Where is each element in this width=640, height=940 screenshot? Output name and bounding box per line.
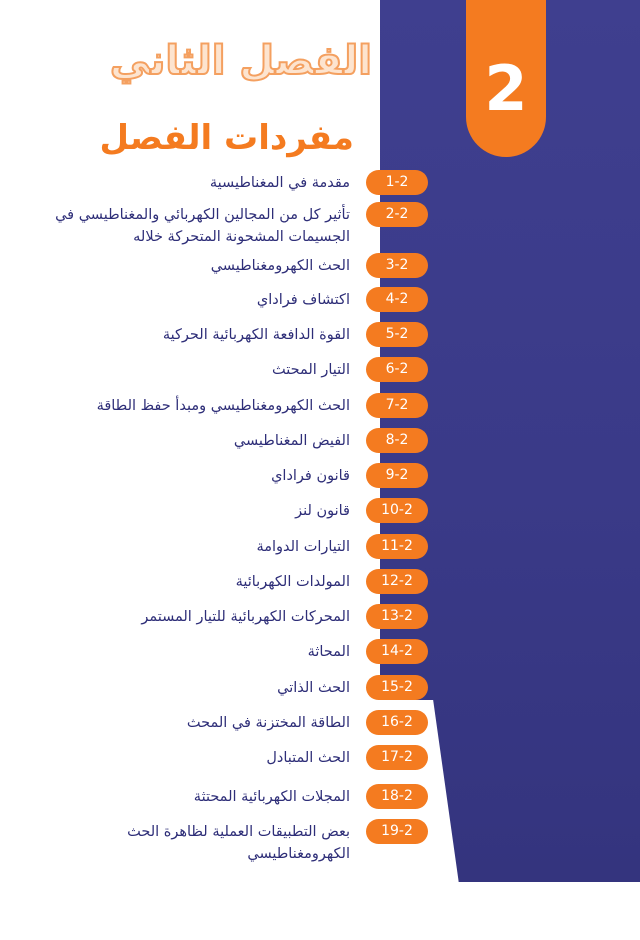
list-item — [0, 745, 640, 789]
item-label: التيارات الدوامة — [256, 539, 350, 555]
list-item — [0, 819, 640, 863]
chapter-title: الفصل الثاني — [109, 38, 372, 84]
item-number-badge: 13-2 — [366, 604, 428, 629]
item-label: الحث الذاتي — [277, 680, 350, 696]
item-number-badge: 1-2 — [366, 170, 428, 195]
item-number-badge: 11-2 — [366, 534, 428, 559]
item-label: الحث الكهرومغناطيسي — [210, 258, 350, 274]
item-label: قانون لنز — [295, 503, 350, 519]
item-label: التيار المحتث — [271, 362, 350, 378]
item-label: بعض التطبيقات العملية لظاهرة الحث الكهرومغناطيسي — [127, 824, 350, 862]
item-number-badge: 17-2 — [366, 745, 428, 770]
item-label: المولدات الكهربائية — [235, 574, 350, 590]
item-number-badge: 5-2 — [366, 322, 428, 347]
item-number-badge: 16-2 — [366, 710, 428, 735]
item-label: تأثير كل من المجالين الكهربائي والمغناطيسي في الجسيمات المشحونة المتحركة خلاله — [55, 207, 350, 245]
item-label: الفيض المغناطيسي — [233, 433, 350, 449]
item-number-badge: 14-2 — [366, 639, 428, 664]
chapter-subtitle: مفردات الفصل — [99, 118, 354, 158]
item-number-badge: 18-2 — [366, 784, 428, 809]
list-item — [0, 202, 640, 246]
chapter-number: 2 — [484, 52, 528, 125]
item-number-badge: 7-2 — [366, 393, 428, 418]
item-label: مقدمة في المغناطيسية — [209, 175, 350, 191]
item-number-badge: 9-2 — [366, 463, 428, 488]
item-number-badge: 8-2 — [366, 428, 428, 453]
item-number-badge: 3-2 — [366, 253, 428, 278]
item-number-badge: 19-2 — [366, 819, 428, 844]
item-label: الطاقة المختزنة في المحث — [186, 715, 350, 731]
item-label: اكتشاف فراداي — [256, 292, 350, 308]
item-number-badge: 10-2 — [366, 498, 428, 523]
item-number-badge: 2-2 — [366, 202, 428, 227]
item-label: المجلات الكهربائية المحتثة — [193, 789, 350, 805]
item-label: المحركات الكهربائية للتيار المستمر — [141, 609, 350, 625]
item-number-badge: 15-2 — [366, 675, 428, 700]
item-number-badge: 4-2 — [366, 287, 428, 312]
chapter-number-tab — [466, 0, 546, 157]
item-number-badge: 6-2 — [366, 357, 428, 382]
item-label: قانون فراداي — [271, 468, 350, 484]
item-label: المحاثة — [307, 644, 350, 660]
item-label: الحث الكهرومغناطيسي ومبدأ حفظ الطاقة — [96, 398, 350, 414]
item-number-badge: 12-2 — [366, 569, 428, 594]
item-label: القوة الدافعة الكهربائية الحركية — [162, 327, 350, 343]
item-label: الحث المتبادل — [266, 750, 350, 766]
